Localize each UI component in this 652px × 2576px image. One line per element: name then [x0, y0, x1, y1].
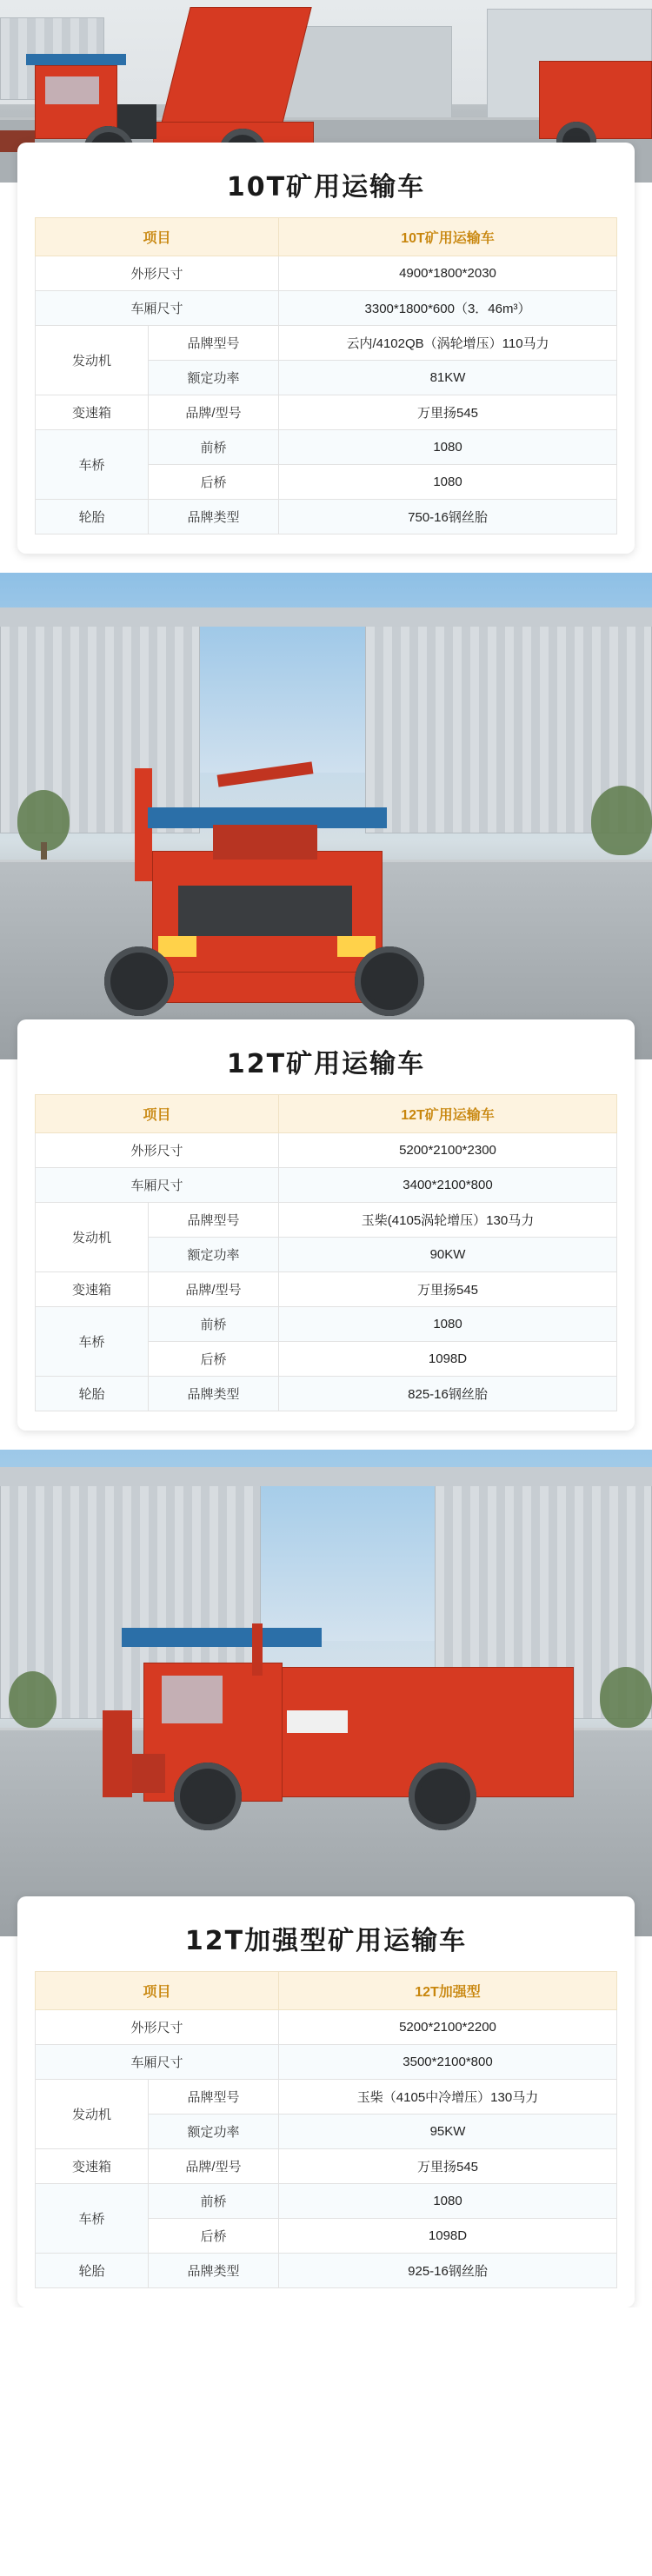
tree	[9, 1671, 57, 1728]
row-label: 外形尺寸	[36, 1133, 279, 1168]
truck-exhaust	[252, 1623, 263, 1676]
table-row	[36, 2080, 617, 2115]
row-value: 1080	[279, 430, 617, 465]
row-value: 95KW	[279, 2115, 617, 2149]
second-truck	[539, 61, 652, 139]
spec-table-10t	[35, 217, 617, 534]
photo-12t-enhanced-truck	[0, 1450, 652, 1936]
tree	[600, 1667, 652, 1728]
row-sublabel: 前桥	[149, 2184, 279, 2219]
page-title: 12T加强型矿用运输车	[184, 1926, 468, 1956]
row-label: 车厢尺寸	[36, 291, 279, 326]
row-label: 发动机	[36, 326, 149, 395]
table-row	[36, 1168, 617, 1203]
table-header-row	[36, 1972, 617, 2010]
table-row	[36, 1377, 617, 1411]
row-value: 玉柴(4105涡轮增压）130马力	[279, 1203, 617, 1238]
row-sublabel: 品牌/型号	[149, 1272, 279, 1307]
header-item: 项目	[36, 1972, 279, 2010]
truck-window	[162, 1676, 223, 1723]
row-value: 3500*2100*800	[279, 2045, 617, 2080]
truck-wheel	[174, 1763, 242, 1830]
row-label: 车厢尺寸	[36, 2045, 279, 2080]
row-value: 1098D	[279, 2219, 617, 2254]
row-value: 3300*1800*600（3．46m³）	[279, 291, 617, 326]
row-label: 变速箱	[36, 1272, 149, 1307]
truck-headlight	[158, 936, 196, 957]
row-sublabel: 品牌类型	[149, 2254, 279, 2288]
table-row	[36, 2254, 617, 2288]
truck-grille	[178, 886, 352, 936]
photo-12t-truck	[0, 573, 652, 1059]
row-value: 90KW	[279, 1238, 617, 1272]
row-value: 1080	[279, 2184, 617, 2219]
header-model: 10T矿用运输车	[279, 218, 617, 256]
table-row	[36, 395, 617, 430]
table-row	[36, 500, 617, 534]
page-title: 12T矿用运输车	[226, 1049, 426, 1079]
tree	[591, 786, 652, 855]
table-row	[36, 430, 617, 465]
row-label: 车桥	[36, 430, 149, 500]
truck-bumper	[139, 968, 391, 1003]
row-value: 万里扬545	[279, 2149, 617, 2184]
section-gap	[0, 1431, 652, 1450]
table-header-row	[36, 1095, 617, 1133]
row-sublabel: 品牌类型	[149, 500, 279, 534]
table-row	[36, 291, 617, 326]
truck-logo	[287, 1710, 348, 1733]
row-value: 万里扬545	[279, 395, 617, 430]
row-label: 轮胎	[36, 2254, 149, 2288]
row-value: 750-16钢丝胎	[279, 500, 617, 534]
row-label: 轮胎	[36, 500, 149, 534]
table-header-row	[36, 218, 617, 256]
row-value: 4900*1800*2030	[279, 256, 617, 291]
row-value: 5200*2100*2300	[279, 1133, 617, 1168]
row-label: 发动机	[36, 1203, 149, 1272]
row-value: 5200*2100*2200	[279, 2010, 617, 2045]
spec-table-12t-enhanced	[35, 1971, 617, 2288]
truck-grille-top	[213, 825, 317, 860]
row-value: 1080	[279, 465, 617, 500]
spec-card-12t-enhanced	[17, 1896, 635, 2307]
truck-front-bumper	[130, 1754, 165, 1793]
row-value: 1080	[279, 1307, 617, 1342]
row-value: 1098D	[279, 1342, 617, 1377]
row-label: 外形尺寸	[36, 2010, 279, 2045]
table-row	[36, 2184, 617, 2219]
table-row	[36, 326, 617, 361]
row-sublabel: 额定功率	[149, 2115, 279, 2149]
truck-canopy	[122, 1628, 322, 1647]
row-sublabel: 后桥	[149, 1342, 279, 1377]
truck-windshield	[45, 76, 99, 104]
row-label: 车桥	[36, 2184, 149, 2254]
truck-canopy	[26, 54, 126, 65]
row-sublabel: 后桥	[149, 2219, 279, 2254]
row-label: 外形尺寸	[36, 256, 279, 291]
row-sublabel: 品牌类型	[149, 1377, 279, 1411]
row-sublabel: 前桥	[149, 430, 279, 465]
row-sublabel: 品牌/型号	[149, 395, 279, 430]
row-label: 轮胎	[36, 1377, 149, 1411]
section-gap	[0, 554, 652, 573]
table-row	[36, 2045, 617, 2080]
table-row	[36, 1203, 617, 1238]
row-value: 825-16钢丝胎	[279, 1377, 617, 1411]
header-item: 项目	[36, 1095, 279, 1133]
table-row	[36, 2149, 617, 2184]
truck-wheel	[409, 1763, 476, 1830]
background-building	[278, 26, 452, 122]
spec-table-12t	[35, 1094, 617, 1411]
spec-card-12t	[17, 1019, 635, 1431]
table-row	[36, 1307, 617, 1342]
truck-wheel	[104, 946, 174, 1016]
row-value: 玉柴（4105中冷增压）130马力	[279, 2080, 617, 2115]
row-label: 发动机	[36, 2080, 149, 2149]
building-roof	[0, 607, 652, 627]
row-sublabel: 品牌型号	[149, 326, 279, 361]
spec-card-10t	[17, 143, 635, 554]
header-item: 项目	[36, 218, 279, 256]
row-sublabel: 额定功率	[149, 1238, 279, 1272]
row-sublabel: 后桥	[149, 465, 279, 500]
row-sublabel: 品牌型号	[149, 2080, 279, 2115]
row-sublabel: 品牌型号	[149, 1203, 279, 1238]
table-row	[36, 256, 617, 291]
building-roof	[0, 1467, 652, 1486]
truck-front-guard	[103, 1710, 132, 1797]
row-value: 云内/4102QB（涡轮增压）110马力	[279, 326, 617, 361]
row-sublabel: 额定功率	[149, 361, 279, 395]
table-row	[36, 1272, 617, 1307]
row-value: 925-16钢丝胎	[279, 2254, 617, 2288]
row-value: 81KW	[279, 361, 617, 395]
row-sublabel: 品牌/型号	[149, 2149, 279, 2184]
row-label: 变速箱	[36, 395, 149, 430]
header-model: 12T加强型	[279, 1972, 617, 2010]
page-title: 10T矿用运输车	[226, 172, 426, 202]
table-row	[36, 2010, 617, 2045]
truck-wheel	[355, 946, 424, 1016]
header-model: 12T矿用运输车	[279, 1095, 617, 1133]
row-sublabel: 前桥	[149, 1307, 279, 1342]
row-value: 3400*2100*800	[279, 1168, 617, 1203]
table-row	[36, 1133, 617, 1168]
row-label: 车桥	[36, 1307, 149, 1377]
row-label: 变速箱	[36, 2149, 149, 2184]
row-label: 车厢尺寸	[36, 1168, 279, 1203]
row-value: 万里扬545	[279, 1272, 617, 1307]
